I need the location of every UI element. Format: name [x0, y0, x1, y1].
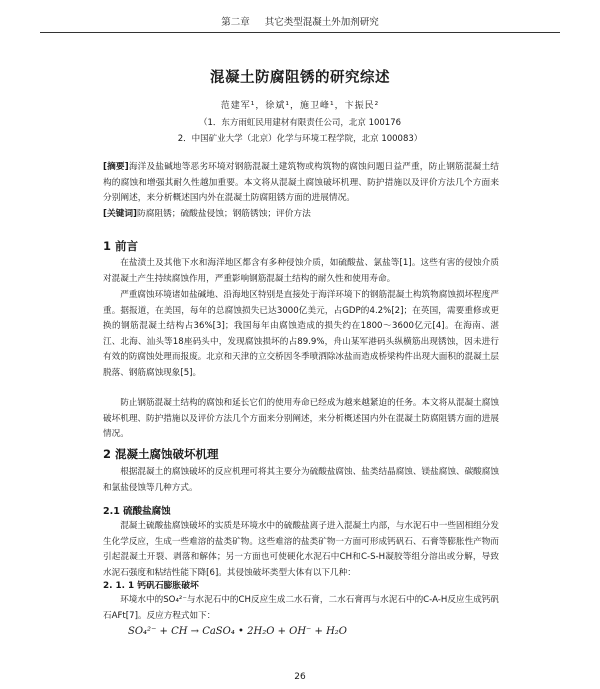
- affiliation-2: 2．中国矿业大学（北京）化学与环境工程学院，北京 100083）: [177, 134, 423, 144]
- abstract-label: [摘要]: [103, 162, 129, 172]
- keywords-label: [关键词]: [103, 208, 138, 219]
- section-2-paragraph: 根据混凝土的腐蚀破坏的反应机理可将其主要分为硫酸盐腐蚀、盐类结晶腐蚀、镁盐腐蚀、碳酸腐蚀和氯盐侵蚀等几种方式。: [103, 467, 499, 493]
- section-2-heading: 2 混凝土腐蚀破坏机理: [103, 447, 219, 461]
- section-2-1-1-paragraph: 环境水中的SO₄²⁻与水泥石中的CH反应生成二水石膏，二水石膏再与水泥石中的C-A-H反应生成钙矾石AFt[7]。反应方程式如下：: [103, 595, 499, 621]
- section-1-paragraph-3: 防止钢筋混凝土结构的腐蚀和延长它们的使用寿命已经成为越来越紧迫的任务。本文将从混凝土腐蚀破坏机理、防护措施以及评价方法几个方面来分别阐述，来分析概述国内外在混凝土防腐阻锈方面的进展情况。: [103, 398, 499, 439]
- affiliation-1: （1．东方雨虹民用建材有限责任公司，北京 100176: [198, 118, 402, 128]
- keywords-line: [103, 207, 499, 223]
- section-2-1-1-heading: 2. 1. 1 钙矾石膨胀破坏: [103, 581, 199, 591]
- section-1-paragraph-2: 严重腐蚀环境诸如盐碱地、沿海地区特别是直接处于海洋环境下的钢筋混凝土构筑物腐蚀损坏程度严重。据报道，在美国，每年的总腐蚀损失已达3000亿美元，占GDP的4.2%[2]；在英国，需要重修或更换的钢筋混凝土结构占36%[3]；我国每年由腐蚀造成的损失约在1800～3600亿元[4]。在海南、湛江、北海、汕头等18座码头中，发现腐蚀损坏的占89.9%，舟山某军港码头纵横筋出现锈蚀，因未进行有效的防腐蚀处理而报废。北京和天津的立交桥因冬季喷洒除冰盐而造成桥梁构件出现大面积的混凝土层脱落、钢筋腐蚀现象[5]。: [103, 290, 499, 378]
- section-1-paragraph-1: 在盐渍土及其他下水和海洋地区都含有多种侵蚀介质，如硫酸盐、氯盐等[1]。这些有害的侵蚀介质对混凝土产生持续腐蚀作用，严重影响钢筋混凝土结构的耐久性和使用寿命。: [103, 258, 499, 284]
- keywords-text: 防腐阻锈；硫酸盐侵蚀；钢筋锈蚀；评价方法: [137, 208, 311, 219]
- paper-title: 混凝土防腐阻锈的研究综述: [210, 70, 390, 86]
- section-2-1-heading: 2.1 硫酸盐腐蚀: [103, 506, 171, 517]
- reaction-formula: SO₄²⁻ + CH → CaSO₄ • 2H₂O + OH⁻ + H₂O: [128, 626, 348, 637]
- section-2-1-paragraph: 混凝土硫酸盐腐蚀破坏的实质是环境水中的硫酸盐离子进入混凝土内部，与水泥石中一些固相组分发生化学反应，生成一些难溶的盐类矿物。这些难溶的盐类矿物一方面可形成钙矾石、石膏等膨胀性产物而引起混凝土开裂、剥落和解体；另一方面也可使硬化水泥石中CH和C-S-H凝胶等组分溶出或分解，导致水泥石强度和粘结性能下降[6]。其侵蚀破坏类型大体有以下几种：: [103, 521, 499, 578]
- chapter-label: 第二章: [221, 17, 250, 28]
- abstract-text: 海洋及盐碱地等恶劣环境对钢筋混凝土建筑物或构筑物的腐蚀问题日益严重，防止钢筋混凝土结构的腐蚀和增强其耐久性越加重要。本文将从混凝土腐蚀破坏机理、防护措施以及评价方法几个方面来分别阐述，来分析概述国内外在混凝土防腐阻锈方面的进展情况。: [103, 162, 499, 204]
- abstract-block: [103, 160, 499, 222]
- chapter-title: 其它类型混凝土外加剂研究: [264, 17, 379, 28]
- abstract-paragraph: [103, 160, 499, 207]
- section-1-heading: 1 前言: [103, 239, 139, 253]
- running-head: [40, 14, 560, 33]
- authors: 范建军¹，徐斌¹，施卫峰¹，卞振民²: [220, 101, 380, 111]
- page-number: 26: [294, 672, 306, 682]
